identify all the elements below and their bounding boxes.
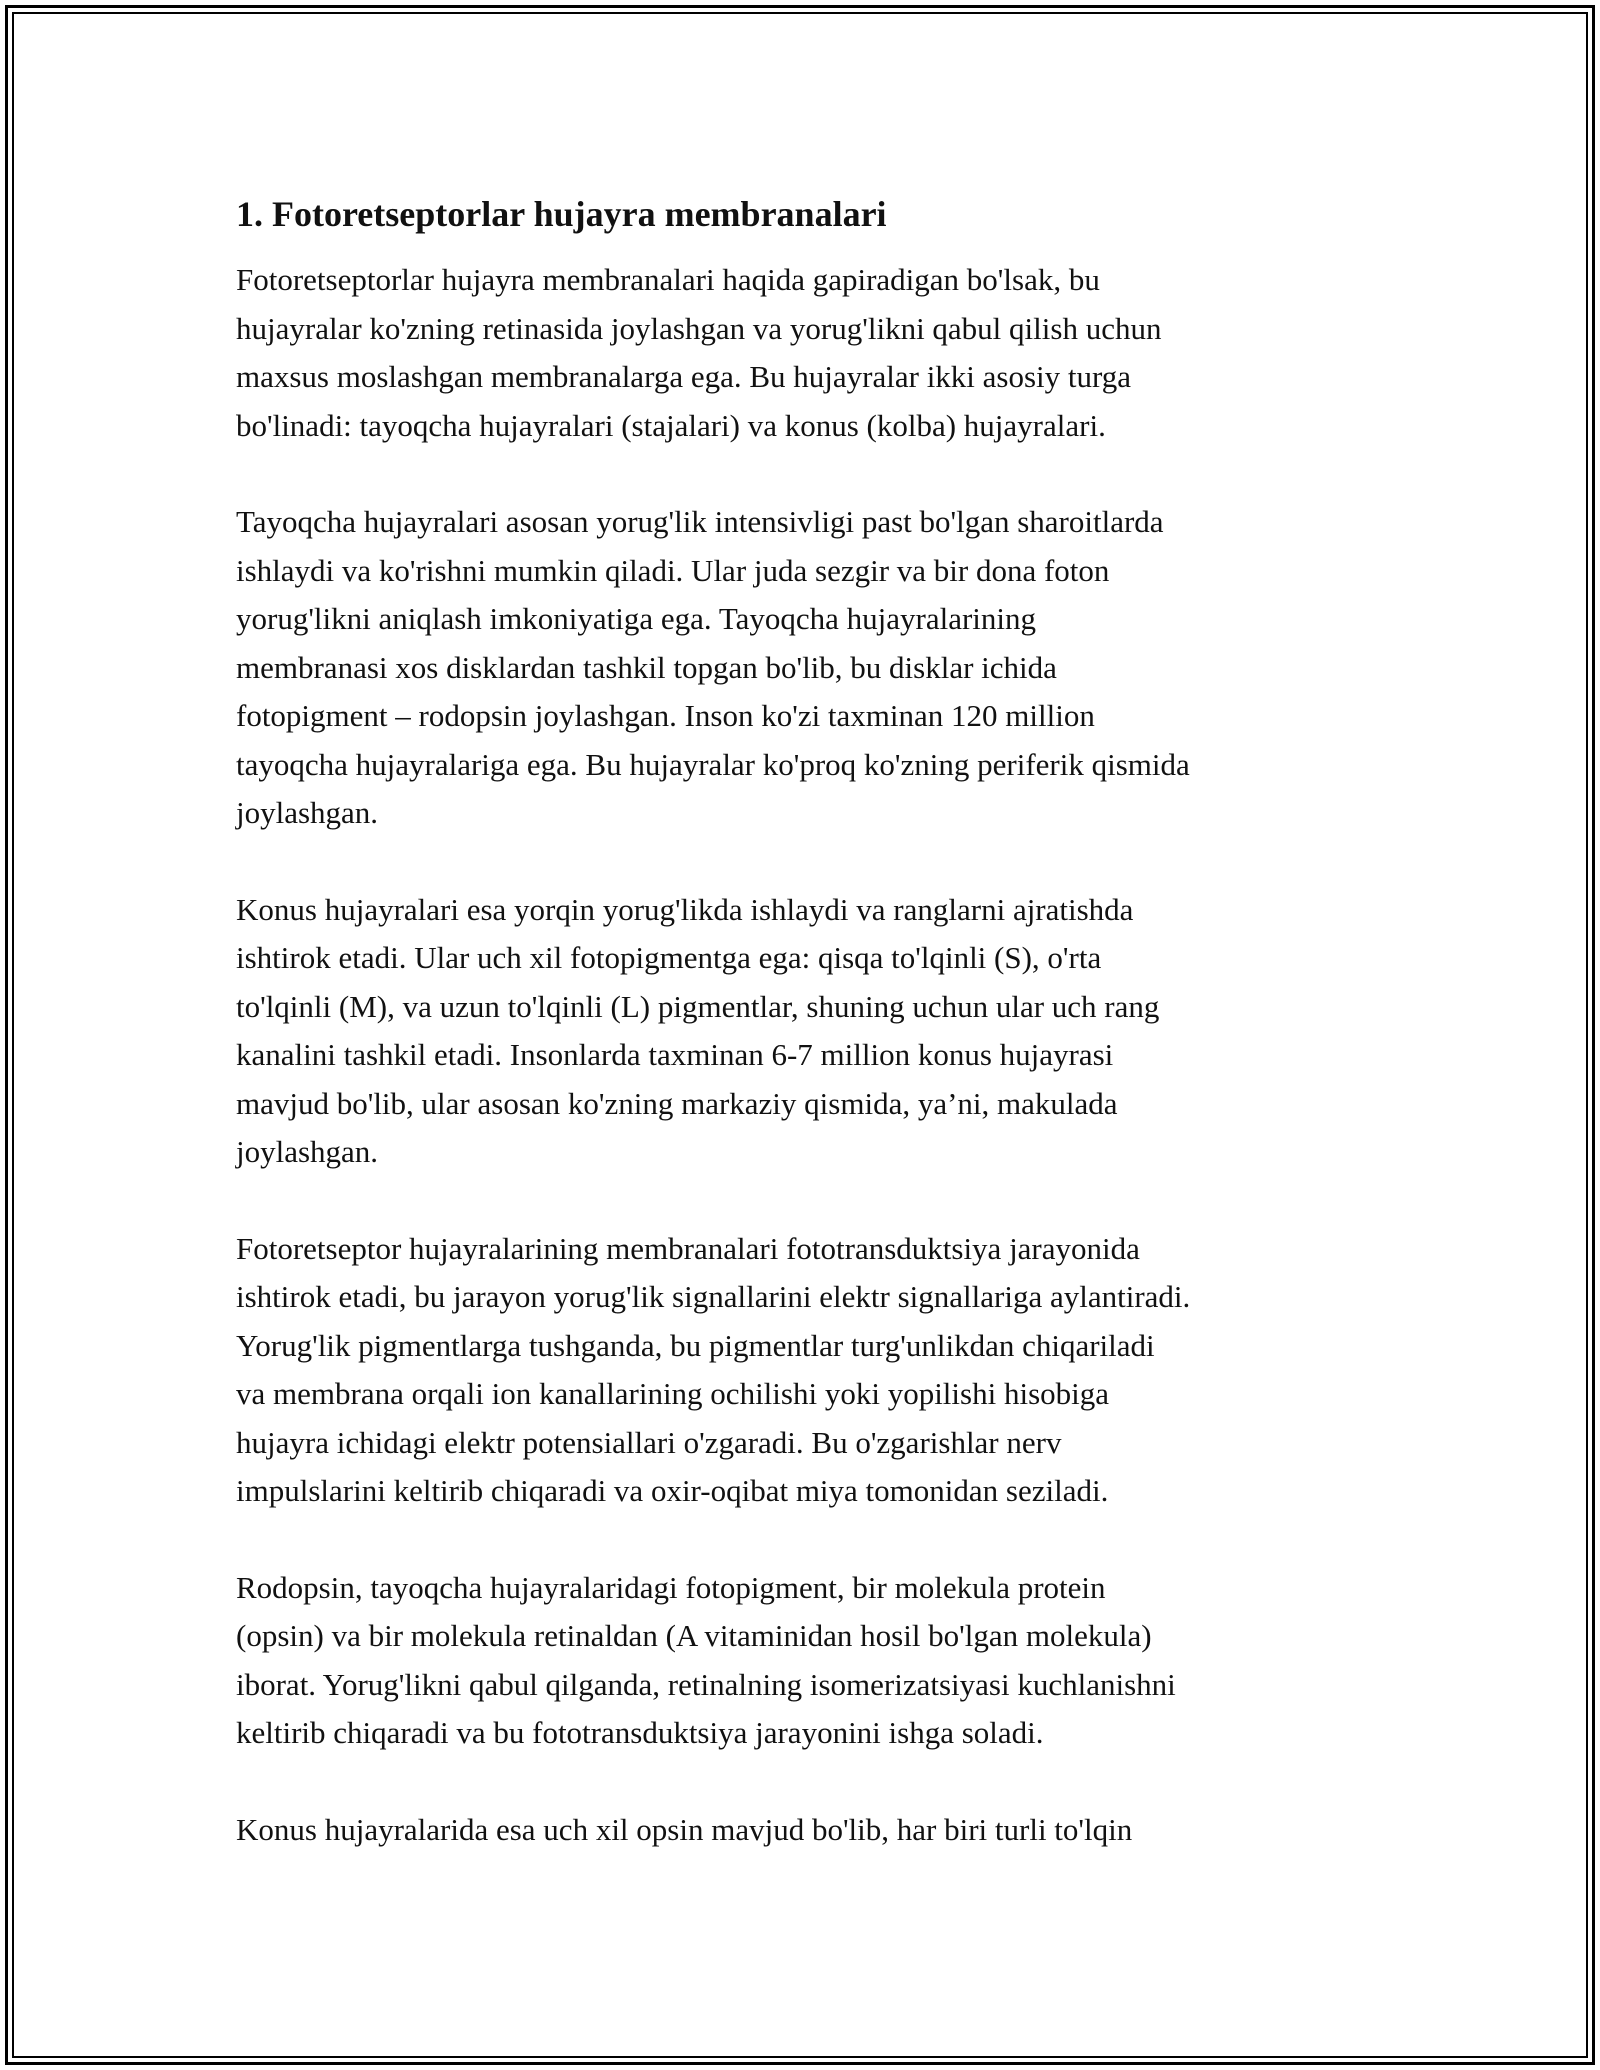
paragraph-4: Fotoretseptor hujayralarining membranalari fototransduktsiya jarayonida ishtirok etadi, bu jarayon yorug'lik signallarini elektr signallariga aylantiradi. Yorug'lik pigmentlarga tushganda, bu pigmentlar turg'unlikdan chiqariladi va membrana orqali ion kanallarining ochilishi yoki yopilishi hisobiga hujayra ichidagi elektr potensiallari o'zgaradi. Bu o'zgarishlar nerv impulslarini keltirib chiqaradi va oxir-oqibat miya tomonidan seziladi.	[236, 1230, 1191, 1508]
paragraph-3: Konus hujayralari esa yorqin yorug'likda ishlaydi va ranglarni ajratishda ishtirok etadi. Ular uch xil fotopigmentga ega: qisqa to'lqinli (S), o'rta to'lqinli (M), va uzun to'lqinli (L) pigmentlar, shuning uchun ular uch rang kanalini tashkil etadi. Insonlarda taxminan 6-7 million konus hujayrasi mavjud bo'lib, ular asosan ko'zning markaziy qismida, ya’ni, makulada joylashgan.	[236, 891, 1160, 1169]
paragraph-2: Tayoqcha hujayralari asosan yorug'lik intensivligi past bo'lgan sharoitlarda ishlaydi va ko'rishni mumkin qiladi. Ular juda sezgir va bir dona foton yorug'likni aniqlash imkoniyatiga ega. Tayoqcha hujayralarining membranasi xos disklardan tashkil topgan bo'lib, bu disklar ichida fotopigment – rodopsin joylashgan. Inson ko'zi taxminan 120 million tayoqcha hujayralariga ega. Bu hujayralar ko'proq ko'zning periferik qismida joylashgan.	[236, 504, 1190, 830]
section-heading: 1. Fotoretseptorlar hujayra membranalari	[236, 194, 887, 234]
paragraph-1: Fotoretseptorlar hujayra membranalari haqida gapiradigan bo'lsak, bu hujayralar ko'zning retinasida joylashgan va yorug'likni qabul qilish uchun maxsus moslashgan membranalarga ega. Bu hujayralar ikki asosiy turga bo'linadi: tayoqcha hujayralari (stajalari) va konus (kolba) hujayralari.	[236, 262, 1162, 443]
paragraph-6: Konus hujayralarida esa uch xil opsin mavjud bo'lib, har biri turli to'lqin	[236, 1811, 1133, 1847]
document-body	[236, 188, 1376, 1854]
paragraph-5: Rodopsin, tayoqcha hujayralaridagi fotopigment, bir molekula protein (opsin) va bir molekula retinaldan (A vitaminidan hosil bo'lgan molekula) iborat. Yorug'likni qabul qilganda, retinalning isomerizatsiyasi kuchlanishni keltirib chiqaradi va bu fototransduktsiya jarayonini ishga soladi.	[236, 1569, 1176, 1750]
